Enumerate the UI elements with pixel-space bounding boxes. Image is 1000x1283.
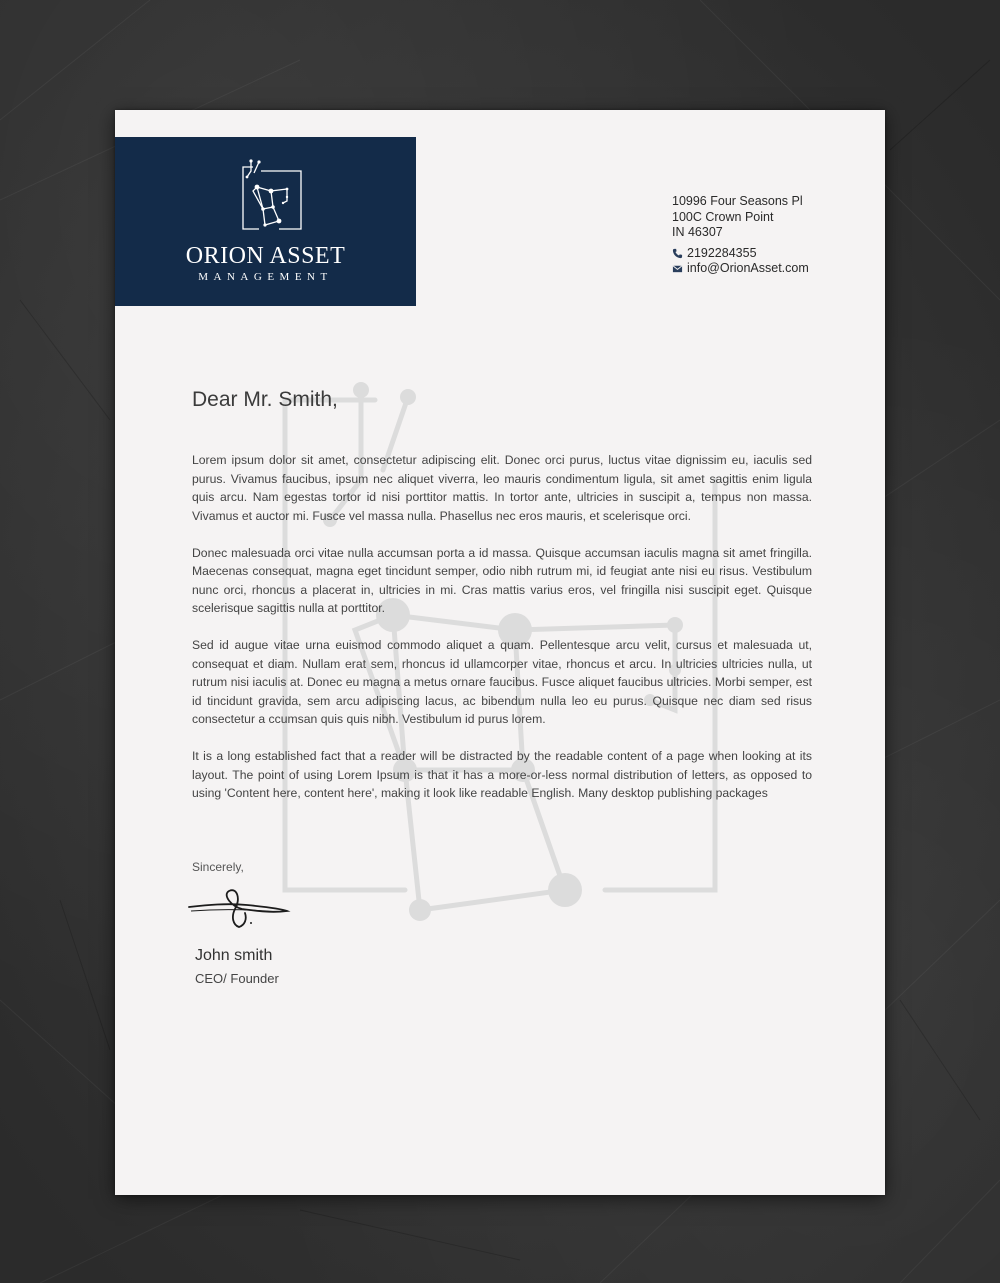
address-line-2: 100C Crown Point <box>672 209 774 224</box>
handwritten-signature <box>187 885 292 935</box>
letter-paragraph: Sed id augue vitae urna euismod commodo aliquet a quam. Pellentesque arcu velit, cursus et malesuada ut, consequat et diam. Nullam erat sem, rhoncus id ullamcorper vitae, rhoncus et arcu. In ultricies ultricies nulla, ut rutrum nisi iaculis at. Donec eu magna a metus ornare faucibus. Fusce aliquet faucibus ultricies. Morbi semper, est id tincidunt gravida, sem arcu adipiscing lacus, ac bibendum nulla leo eu purus. Quisque nec diam sed risus consectetur a ccumsan quis quis nibh. Vestibulum id purus lorem. <box>192 638 812 726</box>
letter-body <box>192 451 812 821</box>
letter-greeting: Dear Mr. Smith, <box>192 388 338 411</box>
letter-paragraph: Donec malesuada orci vitae nulla accumsan porta a id massa. Quisque accumsan iaculis magna sit amet fringilla. Maecenas consequat, magna eget tincidunt semper, odio nibh rutrum mi, id feugiat ante nisi eu risus. Vestibulum nunc orci, rhoncus a placerat in, ultricies in mi. Cras mattis varius eros, vel fringilla nisi suscipit eget. Quisque scelerisque sagittis nulla at porttitor. <box>192 545 812 615</box>
phone-line <box>672 246 809 262</box>
company-subtitle: MANAGEMENT <box>198 271 333 283</box>
address-line-3: IN 46307 <box>672 225 723 239</box>
phone-number[interactable]: 2192284355 <box>687 245 757 260</box>
address-line-1: 10996 Four Seasons Pl <box>672 194 803 208</box>
letterhead-page <box>115 110 885 1195</box>
company-logo-block <box>115 137 416 306</box>
letter-paragraph: It is a long established fact that a reader will be distracted by the readable content of a page when looking at its layout. The point of using Lorem Ipsum is that it has a more-or-less normal distribution of letters, as opposed to using 'Content here, content here', making it look like readable English. Many desktop publishing packages <box>192 749 812 800</box>
email-address[interactable]: info@OrionAsset.com <box>687 261 809 275</box>
letter-paragraph: Lorem ipsum dolor sit amet, consectetur adipiscing elit. Donec orci purus, luctus vitae dignissim eu, iaculis sed purus. Vivamus faucibus, ipsum nec aliquet viverra, leo mauris condimentum ligula, sit amet sagittis enim ligula quis arcu. Nam egestas tortor id nisi porttitor mattis. In tortor ante, ultricies in suscipit a, tempus non massa. Vivamus et auctor mi. Fusce vel massa nulla. Phasellus nec eros mauris, et scelerisque orci. <box>192 453 812 523</box>
phone-icon <box>672 248 683 259</box>
envelope-icon <box>672 263 683 274</box>
email-line <box>672 261 809 277</box>
signer-title: CEO/ Founder <box>195 971 279 986</box>
signer-name: John smith <box>195 947 273 964</box>
company-address <box>672 194 809 277</box>
letter-closing: Sincerely, <box>192 860 244 874</box>
company-name: ORION ASSET <box>185 243 346 269</box>
orion-constellation-logo-icon <box>239 159 305 237</box>
